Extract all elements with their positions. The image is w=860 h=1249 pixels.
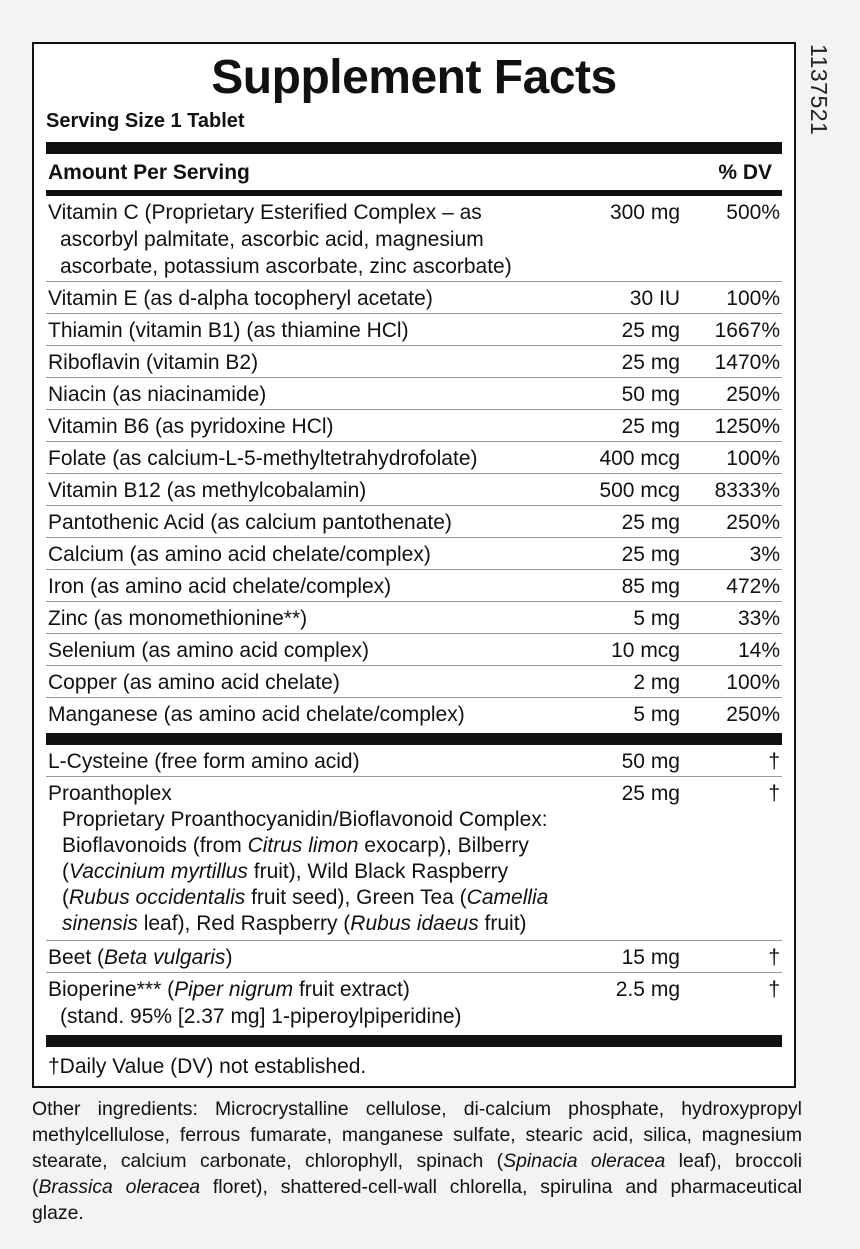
nutrient-row: Iron (as amino acid chelate/complex) 85 mg 472% — [46, 570, 782, 602]
nutrient-row: Selenium (as amino acid complex) 10 mcg 14% — [46, 634, 782, 666]
nutrient-row: Niacin (as niacinamide) 50 mg 250% — [46, 378, 782, 410]
proanthoplex-description: Proprietary Proanthocyanidin/Bioflavonoid Complex: Bioflavonoids (from Citrus limon exocarp), Bilberry (Vaccinium myrtillus fruit), Wild Black Raspberry (Rubus occidentalis fruit seed), Green Tea (Camellia sinensis leaf), Red Raspberry (Rubus idaeus fruit) — [62, 808, 549, 935]
nutrient-amount: 300 mg — [609, 201, 680, 224]
header-dv: % DV — [718, 161, 772, 184]
divider-thick — [46, 142, 782, 154]
dv-footnote: †Daily Value (DV) not established. — [48, 1055, 367, 1078]
nutrient-row: Vitamin B6 (as pyridoxine HCl) 25 mg 1250% — [46, 410, 782, 442]
nutrient-row: Vitamin E (as d-alpha tocopheryl acetate) 30 IU 100% — [46, 282, 782, 314]
ingredient-row-beet: Beet (Beta vulgaris) 15 mg † — [46, 941, 782, 973]
ingredient-row-cysteine: L-Cysteine (free form amino acid) 50 mg † — [46, 745, 782, 777]
nutrient-row: Folate (as calcium-L-5-methyltetrahydrofolate) 400 mcg 100% — [46, 442, 782, 474]
serving-size: Serving Size 1 Tablet — [46, 110, 245, 132]
header-amount-per-serving: Amount Per Serving — [48, 161, 250, 184]
ingredient-row-bioperine: Bioperine*** (Piper nigrum fruit extract) (stand. 95% [2.37 mg] 1-piperoylpiperidine) 2.5 mg † — [48, 978, 780, 1028]
nutrient-row: Copper (as amino acid chelate) 2 mg 100% — [46, 666, 782, 698]
nutrient-row: Manganese (as amino acid chelate/complex) 5 mg 250% — [48, 703, 780, 726]
nutrient-dv: 500% — [726, 201, 780, 224]
nutrient-row: Vitamin B12 (as methylcobalamin) 500 mcg 8333% — [46, 474, 782, 506]
side-product-code: 1137521 — [806, 44, 832, 136]
nutrient-row: Pantothenic Acid (as calcium pantothenate) 25 mg 250% — [46, 506, 782, 538]
nutrient-row: Calcium (as amino acid chelate/complex) 25 mg 3% — [46, 538, 782, 570]
nutrient-row: Thiamin (vitamin B1) (as thiamine HCl) 25 mg 1667% — [46, 314, 782, 346]
other-ingredients-table — [46, 745, 782, 1031]
divider-thick — [46, 733, 782, 745]
other-ingredients-text: Other ingredients: Microcrystalline cellulose, di-calcium phosphate, hydroxypropyl methylcellulose, ferrous fumarate, manganese sulfate, stearic acid, silica, magnesium stearate, calcium carbonate, chlorophyll, spinach (Spinacia oleracea leaf), broccoli (Brassica oleracea floret), shattered-cell-wall chlorella, spirulina and pharmaceutical glaze. — [32, 1098, 803, 1224]
nutrient-row: Zinc (as monomethionine**) 5 mg 33% — [46, 602, 782, 634]
divider-thick — [46, 1035, 782, 1047]
supplement-facts-label — [32, 42, 796, 1088]
nutrient-row: Vitamin C (Proprietary Esterified Complex – as ascorbyl palmitate, ascorbic acid, magnesium ascorbate, potassium ascorbate, zinc ascorbate) 300 mg 500% — [46, 196, 782, 282]
label-title: Supplement Facts — [211, 51, 617, 104]
table-header — [46, 154, 782, 190]
nutrient-table — [46, 196, 782, 729]
nutrient-row: Riboflavin (vitamin B2) 25 mg 1470% — [46, 346, 782, 378]
ingredient-row-proanthoplex: Proanthoplex Proprietary Proanthocyanidin/Bioflavonoid Complex: Bioflavonoids (from Citrus limon exocarp), Bilberry (Vaccinium myrtillus fruit), Wild Black Raspberry (Rubus occidentalis fruit seed), Green Tea (Camellia sinensis leaf), Red Raspberry (Rubus idaeus fruit) 25 mg † — [46, 777, 782, 941]
